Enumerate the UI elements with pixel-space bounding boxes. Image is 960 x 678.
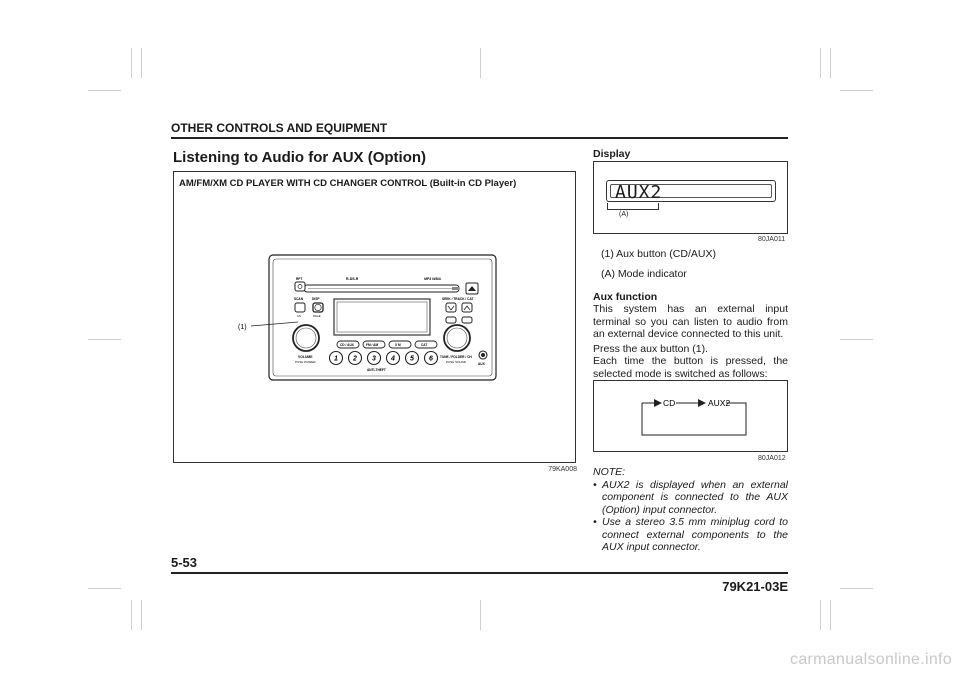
display-code: 80JA011 xyxy=(758,236,786,243)
antitheft-label: ANTI-THEFT xyxy=(367,368,386,372)
crop-mark xyxy=(141,48,142,78)
aux-function-heading: Aux function xyxy=(593,291,658,303)
preset-4: 4 xyxy=(391,355,395,363)
tune-label: TUNE / FOLDER / CH xyxy=(440,355,472,359)
rpt-label: RPT xyxy=(296,277,303,281)
crop-mark xyxy=(88,588,121,589)
crop-mark xyxy=(88,90,121,91)
mode-indicator-bracket xyxy=(607,203,659,210)
section-title: Listening to Audio for AUX (Option) xyxy=(173,149,427,166)
crop-mark xyxy=(480,48,481,78)
note-block xyxy=(593,466,788,554)
mode-button-cd-aux: CD / AUX xyxy=(340,343,354,347)
aux-function-para1: This system has an external input terminal so you can listen to audio from an external device connected to this unit. xyxy=(593,303,788,340)
crop-mark xyxy=(480,600,481,630)
footer-rule xyxy=(171,572,788,574)
preset-6: 6 xyxy=(429,355,433,363)
page-label: PAGE xyxy=(313,314,321,318)
crop-mark xyxy=(820,600,821,630)
preset-3: 3 xyxy=(372,355,376,363)
preset-2: 2 xyxy=(353,355,357,363)
mode-button-cat: CAT xyxy=(421,343,428,347)
header-rule xyxy=(171,137,788,139)
crop-mark xyxy=(830,600,831,630)
mode-flow-figure xyxy=(593,380,788,452)
display-title: Display xyxy=(593,148,631,160)
radio-figure xyxy=(173,171,577,473)
legend-item-mode-indicator: (A) Mode indicator xyxy=(601,268,687,280)
note-item: • AUX2 is displayed when an external component is connected to the AUX (Option) input connector. xyxy=(593,479,788,517)
crop-mark xyxy=(88,339,121,340)
crop-mark xyxy=(820,48,821,78)
preset-5: 5 xyxy=(410,355,414,363)
page-header-title: OTHER CONTROLS AND EQUIPMENT xyxy=(171,121,388,135)
legend-item-aux-button: (1) Aux button (CD/AUX) xyxy=(601,248,716,260)
crop-mark xyxy=(840,339,873,340)
note-item: • Use a stereo 3.5 mm miniplug cord to connect external components to the AUX input connector. xyxy=(593,516,788,554)
volume-label: VOLUME xyxy=(298,355,313,359)
lcd-text: AUX2 xyxy=(615,182,663,203)
aux-label: AUX xyxy=(478,362,485,366)
display-figure xyxy=(593,161,788,234)
preset-1: 1 xyxy=(334,355,338,363)
as-label: AS xyxy=(297,314,301,318)
seek-label: SEEK / TRACK / CAT xyxy=(442,297,474,301)
note-heading: NOTE: xyxy=(593,466,626,478)
crop-mark xyxy=(840,90,873,91)
aux-function-para2b: Each time the button is pressed, the selected mode is switched as follows: xyxy=(593,355,788,380)
mode-button-xm: X M xyxy=(395,343,401,347)
sound-label: PUSH SOUND xyxy=(446,360,467,364)
figure-caption: AM/FM/XM CD PLAYER WITH CD CHANGER CONTROL (Built-in CD Player) xyxy=(179,178,517,189)
power-label: PUSH POWER xyxy=(295,360,316,364)
flow-label-cd: CD xyxy=(663,398,676,408)
scan-label: SCAN xyxy=(294,297,304,301)
flow-code: 80JA012 xyxy=(758,455,786,462)
mode-indicator-label: (A) xyxy=(619,211,629,218)
lcd-panel xyxy=(606,180,776,202)
crop-mark xyxy=(830,48,831,78)
mode-flow-diagram xyxy=(594,381,789,453)
figure-code: 79KA008 xyxy=(548,466,577,473)
svg-text:MP3 WMA: MP3 WMA xyxy=(424,277,441,281)
radio-illustration xyxy=(174,172,577,464)
disp-label: DISP xyxy=(312,297,320,301)
crop-mark xyxy=(141,600,142,630)
note-list xyxy=(593,479,788,554)
document-code: 79K21-03E xyxy=(722,579,788,594)
mode-button-fm-am: FM / AM xyxy=(366,343,379,347)
callout-label: (1) xyxy=(238,324,247,331)
page-number: 5-53 xyxy=(171,555,198,570)
aux-function-para2a: Press the aux button (1). xyxy=(593,343,708,355)
watermark: carmanualsonline.info xyxy=(790,651,952,668)
crop-mark xyxy=(131,48,132,78)
crop-mark xyxy=(840,588,873,589)
svg-text:R-DS-R: R-DS-R xyxy=(346,277,359,281)
crop-mark xyxy=(131,600,132,630)
flow-label-aux2: AUX2 xyxy=(708,398,731,408)
